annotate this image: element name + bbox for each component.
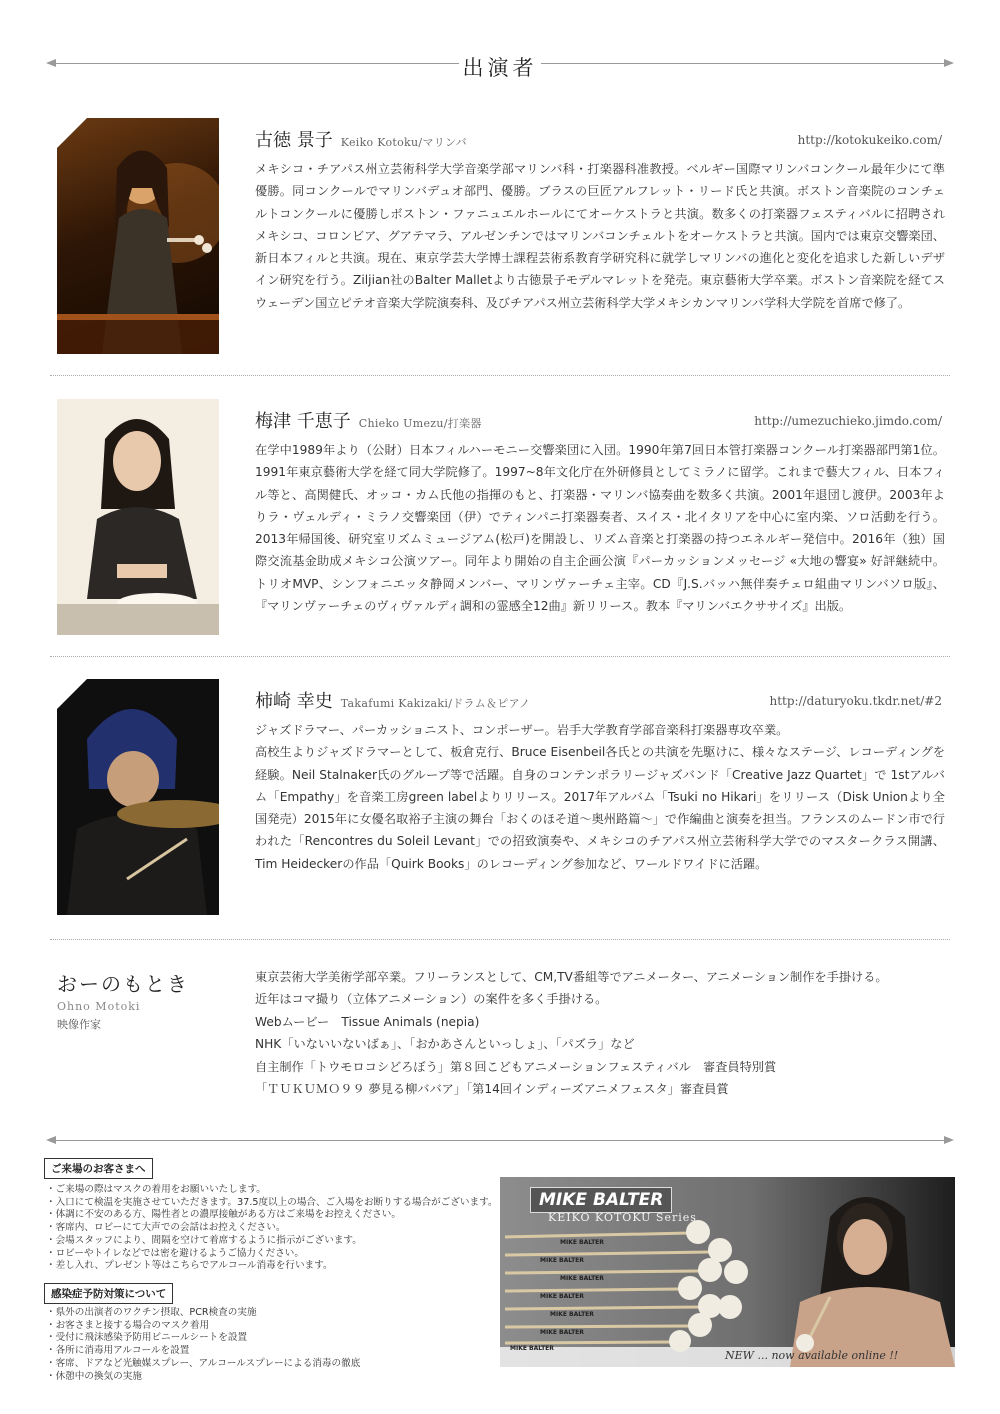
mallet-label: MIKE BALTER [560,1275,604,1282]
performer-bio-umezu: 在学中1989年より（公財）日本フィルハーモニー交響楽団に入団。1990年第7回日本管打楽器コンクール打楽器部門第1位。1991年東京藝術大学を経て同大学院修了。1997~8年文化庁在外研修員としてミラノに留学。これまで藝大フィル、日本フィル等と、高関健氏、オッコ・カム氏他の指揮のもと、打楽器・マリンバ協奏曲を数多く共演。2001年退団し渡伊。2003年よりラ・ヴェルディ・ミラノ交響楽団（伊）でティンパニ打楽器奏者、スイス・北イタリアを中心に室内楽、ソロ活動を行う。2013年帰国後、研究室リズムミュージアム(松戸)を開設し、リズム音楽と打楽器の持つエネルギー発信中。2016年（独）国際交流基金助成メキシコ公演ツアー。同年より開始の自主企画公演『パーカッションメッセージ «大地の響宴» 好評継続中。 トリオMVP、シンフォニエッタ静岡メンバー、マリンヴァーチェ主宰。CD『J.S.バッハ無伴奏チェロ組曲マリンバソロ版』、『マリンヴァーチェのヴィヴァルディ調和の霊感全12曲』新リリース。教本『マリンバエクササイズ』出版。 [255,443,945,614]
mallet-label: MIKE BALTER [550,1311,594,1318]
performer-bio-kotoku: メキシコ・チアパス州立芸術科学大学音楽学部マリンバ科・打楽器科准教授。ベルギー国際マリンバコンクール最年少にて準優勝。同コンクールでマリンバデュオ部門、優勝。ブラスの巨匠アルフレット・リード氏と共演。ボストン音楽院のコンチェルトコンクールに優勝しボストン・ファニュエルホールにてオーケストラと共演。数多くの打楽器フェスティバルに招聘されメキシコ、コロンビア、グアテマラ、アルゼンチンではマリンバコンチェルトをオーケストラと共演。国内では東京交響楽団、新日本フィルと共演。現在、東京学芸大学博士課程芸術系教育学研究科に就学しマリンバの進化と変化を追求した新しいデザイン研究を行う。Ziljian社のBalter Malletより古徳景子モデルマレットを発売。東京藝術大学卒業。ボストン音楽院を経てスウェーデン国立ピテオ音楽大学院演奏科、及びチアパス州立芸術科学大学メキシカンマリンバ学科大学院を首席で修了。 [255,162,945,310]
bottom-ornament [46,1135,954,1147]
performer-url-kotoku[interactable]: http://kotokukeiko.com/ [797,133,942,147]
artist-bio [255,966,975,1100]
performer-roman: Chieko Umezu [358,417,444,430]
bio-line: 東京芸術大学美術学部卒業。フリーランスとして、CM,TV番組等でアニメーター、アニメーション制作を手掛ける。 [255,970,888,984]
bio-line: 自主制作「トウモロコシどろぼう」第８回こどもアニメーションフェスティバル 審査員特別賞 [255,1059,777,1074]
notice-item: ・お客さまと接する場合のマスク着用 [46,1319,210,1331]
performer-name: 古徳 景子 [255,130,333,151]
performer-roman: Takafumi Kakizaki [340,697,449,710]
mallet-label: MIKE BALTER [540,1329,584,1336]
measures-notice-title: 感染症予防対策について [44,1283,173,1304]
notice-item: ・入口にて検温を実施させていただきます。37.5度以上の場合、ご入場をお断りする場合がございます。 [46,1196,498,1208]
performer-photo-umezu [57,399,219,635]
notice-item: ・ロビーやトイレなどでは密を避けるようご協力ください。 [46,1247,304,1259]
separator [50,939,950,940]
measures-notice-list [46,1307,360,1383]
notice-item: ・県外の出演者のワクチン摂取、PCR検査の実施 [46,1307,257,1318]
notice-item: ・体調に不安のある方、陽性者との濃厚接触がある方はご来場をお控えください。 [46,1209,401,1221]
performer-role: ドラム＆ピアノ [452,697,531,710]
performer-photo-kotoku [57,118,219,354]
bio-line: Webムービー Tissue Animals (nepia) [255,1014,480,1029]
notice-item: ・会場スタッフにより、間隔を空けて着席するように指示がございます。 [46,1234,362,1246]
notice-item: ・客席、ドアなど光触媒スプレー、アルコールスプレーによる消毒の徹底 [46,1357,361,1369]
notice-item: ・各所に消毒用アルコールを設置 [46,1345,190,1357]
notice-item: ・差し入れ、プレゼント等はこちらでアルコール消毒を行います。 [46,1260,333,1272]
notice-item: ・休憩中の換気の実施 [46,1370,142,1382]
visitors-notice-title: ご来場のお客さまへ [44,1158,153,1179]
performer-url-kakizaki[interactable]: http://daturyoku.tkdr.net/#2 [769,694,942,708]
performer-name-umezu: 梅津 千恵子 Chieko Umezu/打楽器 [255,411,482,432]
ad-series: KEIKO KOTOKU Series [548,1211,697,1224]
performer-url-umezu[interactable]: http://umezuchieko.jimdo.com/ [754,414,942,428]
artist-role: 映像作家 [57,1018,101,1031]
performer-name: 柿崎 幸史 [255,691,333,712]
mallet-label: MIKE BALTER [560,1239,604,1246]
performer-name-kotoku: 古徳 景子 Keiko Kotoku/マリンバ [255,130,467,151]
ornament-right-tip-icon [944,1135,954,1145]
performer-role: 打楽器 [447,417,482,430]
notice-item: ・客席内、ロビーにて大声での会話はお控えください。 [46,1222,286,1234]
ad-brand: MIKE BALTER [530,1187,672,1213]
notice-item: ・受付に飛沫感染予防用ビニールシートを設置 [46,1332,248,1344]
artist-name: おーのもとき [57,972,189,996]
performer-bio-kakizaki: ジャズドラマー、パーカッショニスト、コンポーザー。岩手大学教育学部音楽科打楽器専攻卒業。 高校生よりジャズドラマーとして、板倉克行、Bruce Eisenbeil各氏との共演を先駆けに、様々なステージ、レコーディングを経験。Neil Stalnaker氏のグループ等で活躍。自身のコンテンポラリージャズバンド「Creative Jazz Quartet」で 1stアルバム「Empathy」を音楽工房green labelよりリリース。2017年アルバム「Tsuki no Hikari」をリリース（Disk Unionより全国発売）2015年に女優名取裕子主演の舞台「おくのほそ道〜奥州路篇〜」で作編曲と演奏を担当。フランスのムードン市で行われた「Rencontres du Soleil Levant」での招致演奏や、メキシコのチアパス州立芸術科学大学でのマスタークラス開講、Tim Heideckerの作品「Quirk Books」のレコーディング参加など、ワールドワイドに活躍。 [255,723,945,871]
section-title: 出演者 [462,56,538,80]
mallet-label: MIKE BALTER [540,1257,584,1264]
visitors-notice-list [46,1184,498,1273]
bio-line: 「ＴＵＫＵＭＯ９９ 夢見る柳ババア」「第14回インディーズアニメフェスタ」審査員賞 [255,1082,729,1097]
separator [50,375,950,376]
performer-photo-kakizaki [57,679,219,915]
bio-line: NHK「いないいないばぁ」、「おかあさんといっしょ」、「パズラ」など [255,1037,635,1052]
performer-name: 梅津 千恵子 [255,411,351,432]
performer-role: マリンバ [422,136,467,149]
mallet-label: MIKE BALTER [510,1345,554,1352]
bio-line: 近年はコマ撮り（立体アニメーション）の案件を多く手掛ける。 [255,992,608,1007]
mallet-advertisement [500,1177,955,1367]
artist-roman: Ohno Motoki [57,1000,141,1013]
performer-roman: Keiko Kotoku [340,136,419,149]
performer-name-kakizaki: 柿崎 幸史 Takafumi Kakizaki/ドラム＆ピアノ [255,691,531,712]
separator [50,656,950,657]
ad-tagline: NEW ... now available online !! [725,1349,899,1362]
notice-item: ・ご来場の際はマスクの着用をお願いいたします。 [46,1184,266,1195]
mallet-label: MIKE BALTER [540,1293,584,1300]
